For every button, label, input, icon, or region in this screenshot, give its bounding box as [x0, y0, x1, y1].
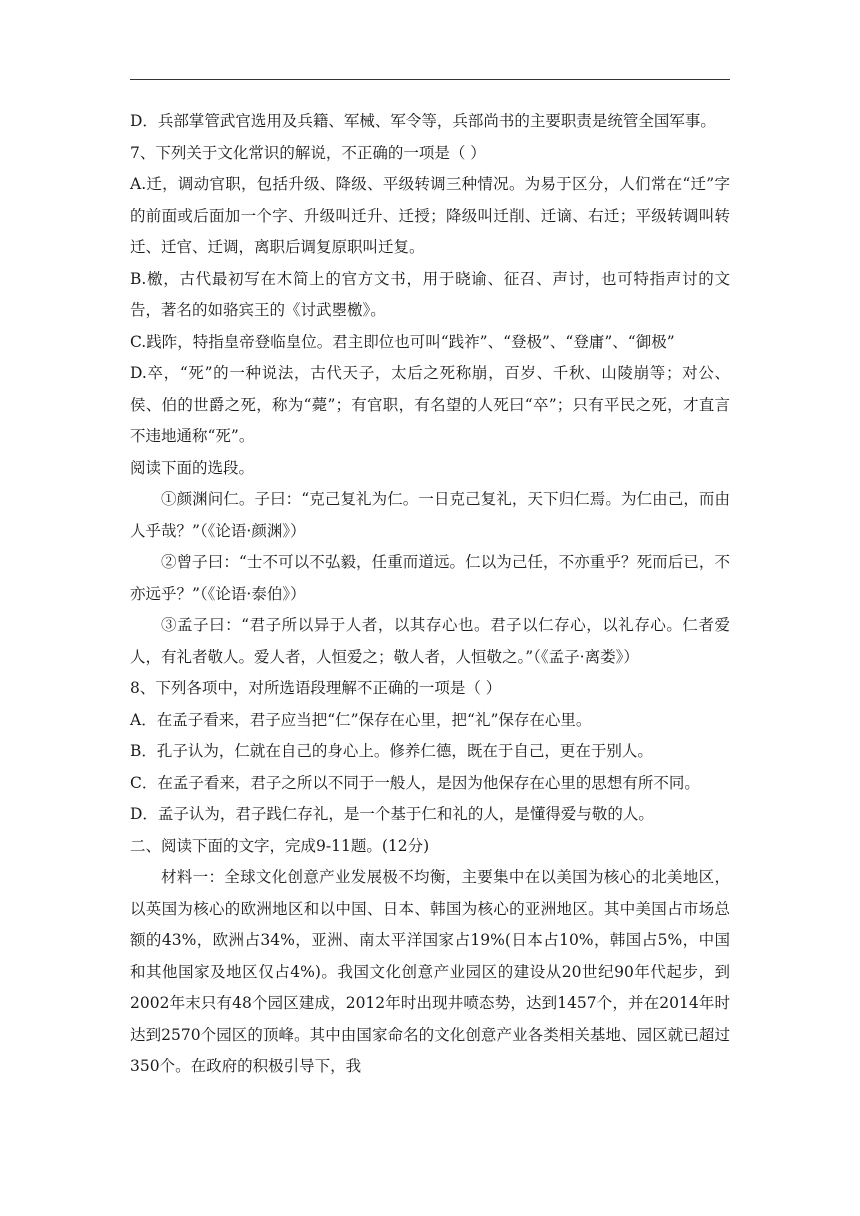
excerpt-1: ①颜渊问仁。子曰：“克己复礼为仁。一日克己复礼，天下归仁焉。为仁由己，而由人乎哉？”（《论语·颜渊》） [130, 490, 730, 540]
section-2-heading: 二、阅读下面的文字，完成9-11题。(12分) [130, 836, 430, 855]
question-7-option-d: D.卒，“死”的一种说法，古代天子，太后之死称崩，百岁、千秋、山陵崩等；对公、侯、伯的世爵之死，称为“薨”；有官职，有名望的人死曰“卒”；只有平民之死，才直言不违地通称“死”。 [130, 364, 730, 445]
question-8-option-c: C．在孟子看来，君子之所以不同于一般人，是因为他保存在心里的思想有所不同。 [130, 773, 700, 792]
question-8-option-b: B．孔子认为，仁就在自己的身心上。修养仁德，既在于自己，更在于别人。 [130, 742, 653, 760]
header-rule [130, 79, 730, 80]
question-7-stem: 7、下列关于文化常识的解说，不正确的一项是（ ） [130, 143, 486, 162]
excerpt-2: ②曾子曰：“士不可以不弘毅，任重而道远。仁以为己任，不亦重乎？死而后已，不亦远乎？”（《论语·泰伯》） [130, 553, 730, 603]
document-body [130, 106, 730, 1083]
question-7-option-b: B.檄，古代最初写在木简上的官方文书，用于晓谕、征召、声讨，也可特指声讨的文告，著名的如骆宾王的《讨武瞾檄》。 [130, 269, 730, 319]
excerpt-3: ③孟子曰：“君子所以异于人者，以其存心也。君子以仁存心，以礼存心。仁者爱人，有礼者敬人。爱人者，人恒爱之；敬人者，人恒敬之。”（《孟子·离娄》） [130, 616, 730, 666]
question-8-stem: 8、下列各项中，对所选语段理解不正确的一项是（ ） [130, 679, 502, 697]
reading-instruction: 阅读下面的选段。 [130, 458, 255, 477]
question-8-option-a: A．在孟子看来，君子应当把“仁”保存在心里，把“礼”保存在心里。 [130, 710, 592, 729]
question-7-option-c: C.践阼，特指皇帝登临皇位。君主即位也可叫“践祚”、“登极”、“登庸”、“御极” [130, 332, 675, 351]
question-7-option-a: A.迁，调动官职，包括升级、降级、平级转调三种情况。为易于区分，人们常在“迁”字的前面或后面加一个字、升级叫迁升、迁授；降级叫迁削、迁谪、右迁；平级转调叫转迁、迁官、迁调，离职后调复原职叫迁复。 [130, 175, 730, 256]
question-8-option-d: D．孟子认为，君子践仁存礼，是一个基于仁和礼的人，是懂得爱与敬的人。 [130, 805, 654, 823]
option-d-bingbu: D．兵部掌管武官选用及兵籍、军械、军令等，兵部尚书的主要职责是统管全国军事。 [130, 112, 716, 130]
material-1-paragraph: 材料一：全球文化创意产业发展极不均衡，主要集中在以美国为核心的北美地区，以英国为核心的欧洲地区和以中国、日本、韩国为核心的亚洲地区。其中美国占市场总额的43%，欧洲占34%，亚洲、南太平洋国家占19%(日本占10%，韩国占5%，中国和其他国家及地区仅占4%)。我国文化创意产业园区的建设从20世纪90年代起步，到2002年末只有48个园区建成，2012年时出现井喷态势，达到1457个，并在2014年时达到2570个园区的顶峰。其中由国家命名的文化创意产业各类相关基地、园区就已超过350个。在政府的积极引导下，我 [130, 868, 730, 1075]
